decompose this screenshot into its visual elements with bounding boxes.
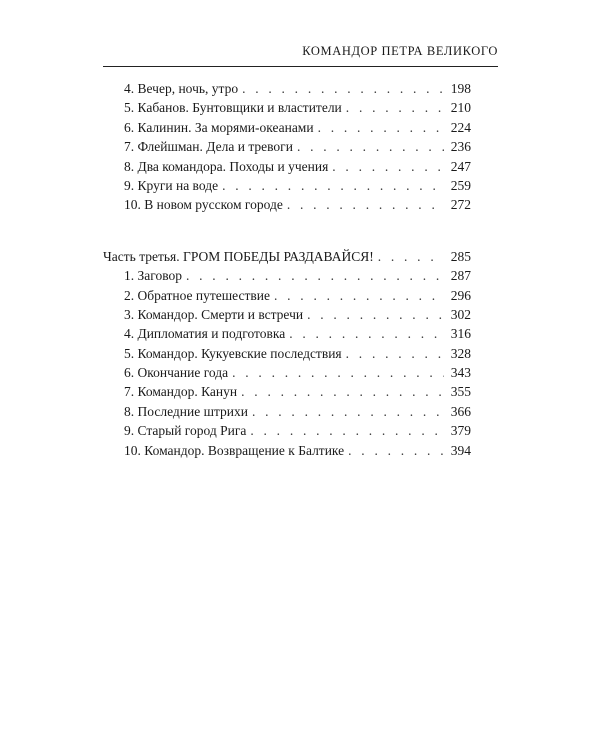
toc-entry-title: 7. Флейшман. Дела и тревоги bbox=[124, 139, 293, 155]
dot-leader bbox=[232, 363, 444, 382]
toc-entry-page: 259 bbox=[450, 177, 471, 193]
toc-entry bbox=[103, 176, 471, 195]
dot-leader bbox=[346, 344, 444, 363]
toc-entry-title: 10. Командор. Возвращение к Балтике bbox=[124, 442, 345, 458]
toc-part-page: 285 bbox=[450, 248, 471, 264]
dot-leader bbox=[250, 421, 444, 440]
toc-entry-title: 10. В новом русском городе bbox=[124, 197, 283, 213]
toc-entry bbox=[103, 266, 471, 285]
toc-entry-page: 379 bbox=[450, 423, 471, 439]
toc-entry-title: 9. Старый город Рига bbox=[124, 423, 247, 439]
toc-entry-page: 296 bbox=[450, 287, 471, 303]
toc-entry bbox=[103, 79, 471, 98]
toc-entry-title: 6. Окончание года bbox=[124, 365, 229, 381]
toc-entry-title: 5. Кабанов. Бунтовщики и властители bbox=[124, 100, 342, 116]
toc-entry bbox=[103, 324, 471, 343]
toc-entry bbox=[103, 195, 471, 214]
dot-leader bbox=[318, 118, 444, 137]
toc-entry-page: 272 bbox=[450, 197, 471, 213]
toc-entry bbox=[103, 157, 471, 176]
toc-entry-title: 7. Командор. Канун bbox=[124, 384, 238, 400]
toc-entry-page: 236 bbox=[450, 139, 471, 155]
toc-entry bbox=[103, 305, 471, 324]
toc-entry-page: 366 bbox=[450, 403, 471, 419]
toc-entry-title: 1. Заговор bbox=[124, 268, 182, 284]
toc-entry bbox=[103, 421, 471, 440]
toc-entry-title: 8. Два командора. Походы и учения bbox=[124, 158, 329, 174]
toc-entry bbox=[103, 344, 471, 363]
dot-leader bbox=[332, 157, 444, 176]
toc-entry-page: 328 bbox=[450, 345, 471, 361]
toc-entry bbox=[103, 286, 471, 305]
toc-entry-page: 210 bbox=[450, 100, 471, 116]
toc-entry-title: 4. Вечер, ночь, утро bbox=[124, 81, 239, 96]
toc-part-heading bbox=[103, 247, 471, 266]
dot-leader bbox=[297, 137, 444, 156]
toc-entry-page: 355 bbox=[450, 384, 471, 400]
dot-leader bbox=[274, 286, 444, 305]
toc-entry-title: 6. Калинин. За морями-океанами bbox=[124, 119, 314, 135]
toc-entry-page: 316 bbox=[450, 326, 471, 342]
section-spacer bbox=[103, 215, 471, 247]
toc-entry-page: 224 bbox=[450, 119, 471, 135]
toc-entry bbox=[103, 441, 471, 460]
dot-leader bbox=[378, 247, 444, 266]
toc-entry bbox=[103, 98, 471, 117]
toc-entry-page: 343 bbox=[450, 365, 471, 381]
toc-entry-page: 247 bbox=[450, 158, 471, 174]
toc-entry-title: 9. Круги на воде bbox=[124, 177, 219, 193]
dot-leader bbox=[242, 79, 444, 98]
running-head: КОМАНДОР ПЕТРА ВЕЛИКОГО bbox=[302, 44, 498, 58]
toc-entry bbox=[103, 137, 471, 156]
toc-entry-title: 8. Последние штрихи bbox=[124, 403, 248, 419]
dot-leader bbox=[348, 441, 444, 460]
toc-entry-title: 5. Командор. Кукуевские последствия bbox=[124, 345, 342, 361]
toc-entry-title: 4. Дипломатия и подготовка bbox=[124, 326, 286, 342]
dot-leader bbox=[289, 324, 444, 343]
toc-entry-title: 3. Командор. Смерти и встречи bbox=[124, 306, 304, 322]
toc-entry-page: 198 bbox=[450, 81, 471, 96]
dot-leader bbox=[252, 402, 444, 421]
toc-entry bbox=[103, 118, 471, 137]
toc-entry bbox=[103, 402, 471, 421]
toc-entry-page: 302 bbox=[450, 306, 471, 322]
toc-entry-page: 287 bbox=[450, 268, 471, 284]
dot-leader bbox=[186, 266, 444, 285]
dot-leader bbox=[287, 195, 444, 214]
header-rule bbox=[103, 66, 498, 67]
table-of-contents bbox=[103, 79, 471, 460]
toc-entry bbox=[103, 363, 471, 382]
dot-leader bbox=[222, 176, 444, 195]
dot-leader bbox=[241, 382, 444, 401]
toc-part-title: Часть третья. ГРОМ ПОБЕДЫ РАЗДАВАЙСЯ! bbox=[103, 248, 374, 264]
toc-entry bbox=[103, 382, 471, 401]
toc-entry-page: 394 bbox=[450, 442, 471, 458]
dot-leader bbox=[346, 98, 444, 117]
toc-entry-title: 2. Обратное путешествие bbox=[124, 287, 270, 303]
dot-leader bbox=[307, 305, 444, 324]
